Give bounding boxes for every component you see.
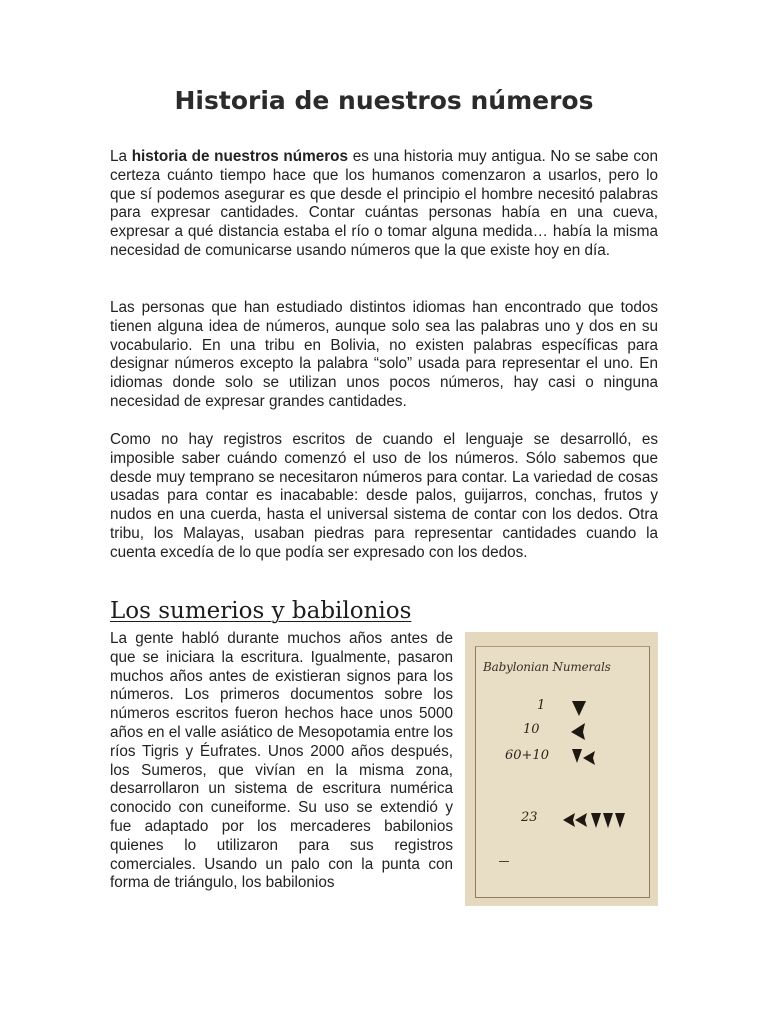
numeral-row-3 (465, 748, 658, 772)
section-paragraph: La gente habló durante muchos años antes de que se iniciara la escritura. Igualmente, pasaron muchos años antes de existieran signos para los números. Los primeros documentos sobre los números escritos fueron hechos hace unos 5000 años en el valle asiático de Mesopotamia entre los ríos Tigris y Éufrates. Unos 2000 años después, los Sumeros, que vivían en la misma zona, desarrollaron un sistema de escritura numérica conocido con cuneiforme. Su uso se extendió y fue adaptado por los mercaderes babilonios quienes lo utilizaron para sus registros comerciales. Usando un palo con la punta con forma de triángulo, los babilonios (110, 630, 453, 892)
intro-rest: es una historia muy antigua. No se sabe con certeza cuánto tiempo hace que los humanos comenzaron a usarlos, pero lo que sí podemos asegurar es que desde el principio el hombre necesitó palabras para expresar cantidades. Contar cuántas personas había en una cueva, expresar a qué distancia estaba el río o tomar alguna medida… había la misma necesidad de comunicarse usando números que la que existe hoy en día. (110, 148, 659, 259)
cuneiform-sixty-ten-icon (571, 748, 597, 768)
intro-bold: historia de nuestros números (131, 148, 349, 165)
numeral-value: 23 (521, 810, 538, 825)
numeral-row-2 (465, 722, 658, 746)
cuneiform-chevron-icon (569, 722, 587, 742)
numeral-row-4 (465, 810, 658, 834)
numeral-value: 60+10 (505, 748, 549, 763)
cuneiform-wedge-icon (571, 700, 587, 718)
babylonian-numerals-image (465, 632, 658, 906)
section-heading: Los sumerios y babilonios (110, 598, 412, 624)
figure-dash-mark (499, 861, 509, 862)
intro-lead: La (110, 148, 132, 165)
paragraph-languages: Las personas que han estudiado distintos idiomas han encontrado que todos tienen alguna idea de números, aunque solo sea las palabras uno y dos en su vocabulario. En una tribu en Bolivia, no existen palabras específicas para designar números excepto la palabra “solo” usada para representar el uno. En idiomas donde solo se utilizan unos pocos números, hay casi o ninguna necesidad de expresar grandes cantidades. (110, 299, 658, 410)
numeral-value: 10 (523, 722, 540, 737)
numeral-row-1 (465, 698, 658, 722)
intro-paragraph (110, 148, 658, 261)
figure-title: Babylonian Numerals (483, 660, 611, 674)
paragraph-counting: Como no hay registros escritos de cuando el lenguaje se desarrolló, es imposible saber cuándo comenzó el uso de los números. Sólo sabemos que desde muy temprano se necesitaron números para contar. La variedad de cosas usadas para contar es inacabable: desde palos, guijarros, conchas, frutos y nudos en una cuerda, hasta el universal sistema de contar con los dedos. Otra tribu, los Malayas, usaban piedras para representar cantidades cuando la cuenta excedía de lo que podía ser expresado con los dedos. (110, 431, 658, 561)
page-title: Historia de nuestros números (174, 86, 594, 115)
numeral-value: 1 (537, 698, 546, 713)
cuneiform-twenty-three-icon (561, 810, 627, 832)
